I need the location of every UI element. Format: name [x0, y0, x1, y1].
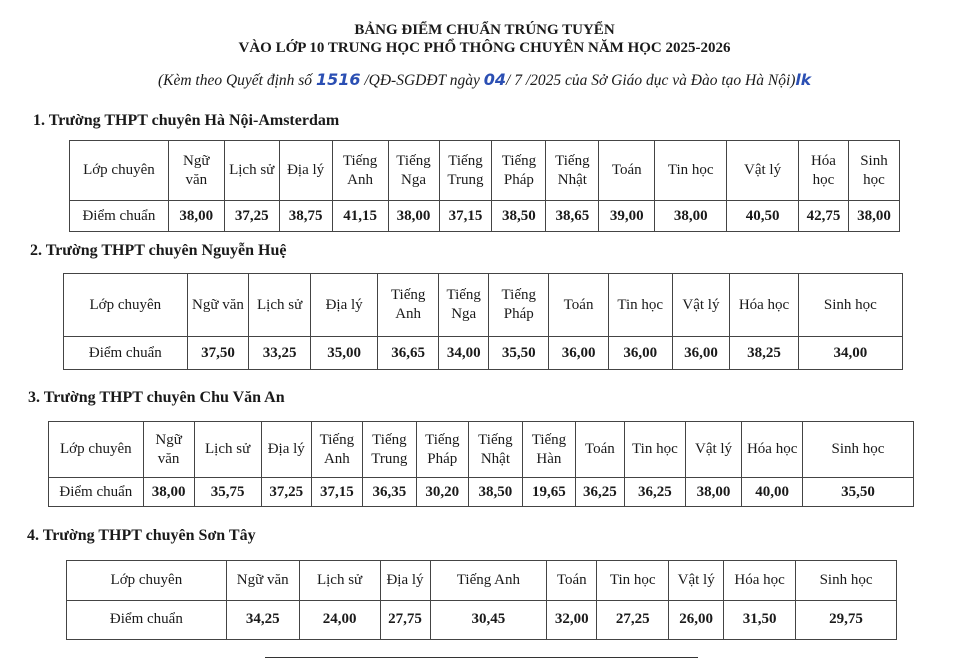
- subject-cell: Lịch sử: [194, 422, 261, 478]
- score-cell: 34,25: [226, 600, 299, 640]
- score-cell: 38,50: [492, 201, 546, 232]
- subject-cell: Sinh học: [798, 274, 902, 337]
- subject-cell: Ngữ văn: [168, 141, 224, 201]
- row-label: Lớp chuyên: [64, 274, 188, 337]
- score-cell: 26,00: [669, 600, 724, 640]
- score-cell: 40,50: [727, 201, 799, 232]
- subject-cell: Tin học: [655, 141, 727, 201]
- subject-cell: Tiếng Hàn: [523, 422, 576, 478]
- subject-cell: Tiếng Anh: [332, 141, 388, 201]
- score-cell: 19,65: [523, 478, 576, 507]
- subject-cell: Tiếng Nhật: [546, 141, 599, 201]
- subject-cell: Tiếng Anh: [378, 274, 439, 337]
- subject-cell: Sinh học: [848, 141, 899, 201]
- score-cell: 37,50: [187, 337, 249, 370]
- score-row: [49, 478, 914, 507]
- initials-mark: lk: [795, 71, 812, 89]
- subject-cell: Tiếng Trung: [362, 422, 416, 478]
- subject-cell: Tin học: [608, 274, 672, 337]
- subject-cell: Tiếng Pháp: [489, 274, 549, 337]
- subject-cell: Tiếng Trung: [439, 141, 492, 201]
- score-cell: 38,65: [546, 201, 599, 232]
- row-label: Lớp chuyên: [70, 141, 169, 201]
- score-cell: 40,00: [742, 478, 803, 507]
- subject-cell: Ngữ văn: [226, 561, 299, 601]
- score-table: [63, 273, 903, 370]
- score-cell: 38,00: [655, 201, 727, 232]
- score-cell: 27,75: [380, 600, 430, 640]
- score-cell: 32,00: [547, 600, 597, 640]
- score-cell: 31,50: [724, 600, 796, 640]
- score-row: [67, 600, 897, 640]
- row-label: Lớp chuyên: [49, 422, 144, 478]
- decision-reference: [0, 70, 969, 90]
- subject-cell: Địa lý: [380, 561, 430, 601]
- subject-cell: Tiếng Anh: [311, 422, 362, 478]
- subject-cell: Tin học: [625, 422, 686, 478]
- subject-row: [49, 422, 914, 478]
- score-cell: 35,50: [802, 478, 913, 507]
- subject-cell: Vật lý: [672, 274, 730, 337]
- subject-cell: Sinh học: [796, 561, 897, 601]
- decision-number: 1516: [315, 70, 361, 89]
- score-cell: 29,75: [796, 600, 897, 640]
- subject-cell: Toán: [549, 274, 609, 337]
- score-cell: 37,25: [224, 201, 279, 232]
- decision-text-after: / 7 /2025 của Sở Giáo dục và Đào tạo Hà Nội): [506, 72, 796, 89]
- score-cell: 38,00: [388, 201, 439, 232]
- score-table: [48, 421, 914, 507]
- score-cell: 35,50: [489, 337, 549, 370]
- subject-cell: Hóa học: [724, 561, 796, 601]
- score-label: Điểm chuẩn: [70, 201, 169, 232]
- score-cell: 37,15: [439, 201, 492, 232]
- score-cell: 38,00: [168, 201, 224, 232]
- score-table: [66, 560, 897, 640]
- score-cell: 38,00: [848, 201, 899, 232]
- score-cell: 38,00: [685, 478, 742, 507]
- closing-rule: [265, 657, 698, 658]
- score-row: [64, 337, 903, 370]
- subject-cell: Toán: [547, 561, 597, 601]
- subject-cell: Tiếng Pháp: [492, 141, 546, 201]
- score-cell: 36,00: [608, 337, 672, 370]
- subject-cell: Lịch sử: [249, 274, 311, 337]
- document-subtitle: VÀO LỚP 10 TRUNG HỌC PHỔ THÔNG CHUYÊN NĂM HỌC 2025-2026: [238, 40, 731, 56]
- score-cell: 36,00: [549, 337, 609, 370]
- subject-row: [64, 274, 903, 337]
- subject-cell: Sinh học: [802, 422, 913, 478]
- score-cell: 27,25: [597, 600, 669, 640]
- score-label: Điểm chuẩn: [49, 478, 144, 507]
- score-cell: 33,25: [249, 337, 311, 370]
- decision-day: 04: [483, 70, 507, 89]
- subject-cell: Tiếng Pháp: [416, 422, 468, 478]
- score-cell: 36,25: [625, 478, 686, 507]
- subject-cell: Tiếng Nhật: [468, 422, 522, 478]
- subject-cell: Địa lý: [310, 274, 377, 337]
- score-cell: 36,35: [362, 478, 416, 507]
- score-cell: 24,00: [299, 600, 380, 640]
- score-cell: 39,00: [599, 201, 655, 232]
- subject-cell: Ngữ văn: [143, 422, 194, 478]
- subject-cell: Lịch sử: [299, 561, 380, 601]
- subject-cell: Lịch sử: [224, 141, 279, 201]
- subject-cell: Ngữ văn: [187, 274, 249, 337]
- score-cell: 34,00: [798, 337, 902, 370]
- subject-cell: Vật lý: [669, 561, 724, 601]
- row-label: Lớp chuyên: [67, 561, 227, 601]
- score-cell: 30,20: [416, 478, 468, 507]
- document-title: BẢNG ĐIỂM CHUẨN TRÚNG TUYỂN: [354, 22, 615, 38]
- score-cell: 42,75: [799, 201, 849, 232]
- subject-cell: Toán: [575, 422, 624, 478]
- score-label: Điểm chuẩn: [64, 337, 188, 370]
- score-cell: 41,15: [332, 201, 388, 232]
- score-cell: 36,25: [575, 478, 624, 507]
- score-cell: 38,50: [468, 478, 522, 507]
- subject-cell: Vật lý: [685, 422, 742, 478]
- subject-cell: Tiếng Anh: [430, 561, 547, 601]
- decision-text-middle: /QĐ-SGDĐT ngày: [360, 72, 484, 89]
- school-heading: 3. Trường THPT chuyên Chu Văn An: [28, 389, 285, 406]
- score-cell: 37,15: [311, 478, 362, 507]
- score-cell: 37,25: [261, 478, 311, 507]
- subject-cell: Tiếng Nga: [439, 274, 489, 337]
- subject-cell: Tiếng Nga: [388, 141, 439, 201]
- score-table: [69, 140, 900, 232]
- score-cell: 38,00: [143, 478, 194, 507]
- subject-cell: Hóa học: [799, 141, 849, 201]
- school-heading: 4. Trường THPT chuyên Sơn Tây: [27, 527, 256, 544]
- score-cell: 38,75: [279, 201, 332, 232]
- score-row: [70, 201, 900, 232]
- score-cell: 36,65: [378, 337, 439, 370]
- subject-cell: Địa lý: [261, 422, 311, 478]
- decision-text-before: (Kèm theo Quyết định số: [157, 72, 316, 89]
- subject-row: [67, 561, 897, 601]
- subject-cell: Vật lý: [727, 141, 799, 201]
- score-cell: 30,45: [430, 600, 547, 640]
- subject-row: [70, 141, 900, 201]
- score-cell: 38,25: [730, 337, 798, 370]
- subject-cell: Hóa học: [730, 274, 798, 337]
- school-heading: 2. Trường THPT chuyên Nguyễn Huệ: [30, 242, 287, 259]
- subject-cell: Địa lý: [279, 141, 332, 201]
- score-cell: 35,00: [310, 337, 377, 370]
- subject-cell: Toán: [599, 141, 655, 201]
- school-heading: 1. Trường THPT chuyên Hà Nội-Amsterdam: [33, 112, 340, 129]
- subject-cell: Hóa học: [742, 422, 803, 478]
- subject-cell: Tin học: [597, 561, 669, 601]
- score-cell: 36,00: [672, 337, 730, 370]
- score-cell: 34,00: [439, 337, 489, 370]
- score-cell: 35,75: [194, 478, 261, 507]
- score-label: Điểm chuẩn: [67, 600, 227, 640]
